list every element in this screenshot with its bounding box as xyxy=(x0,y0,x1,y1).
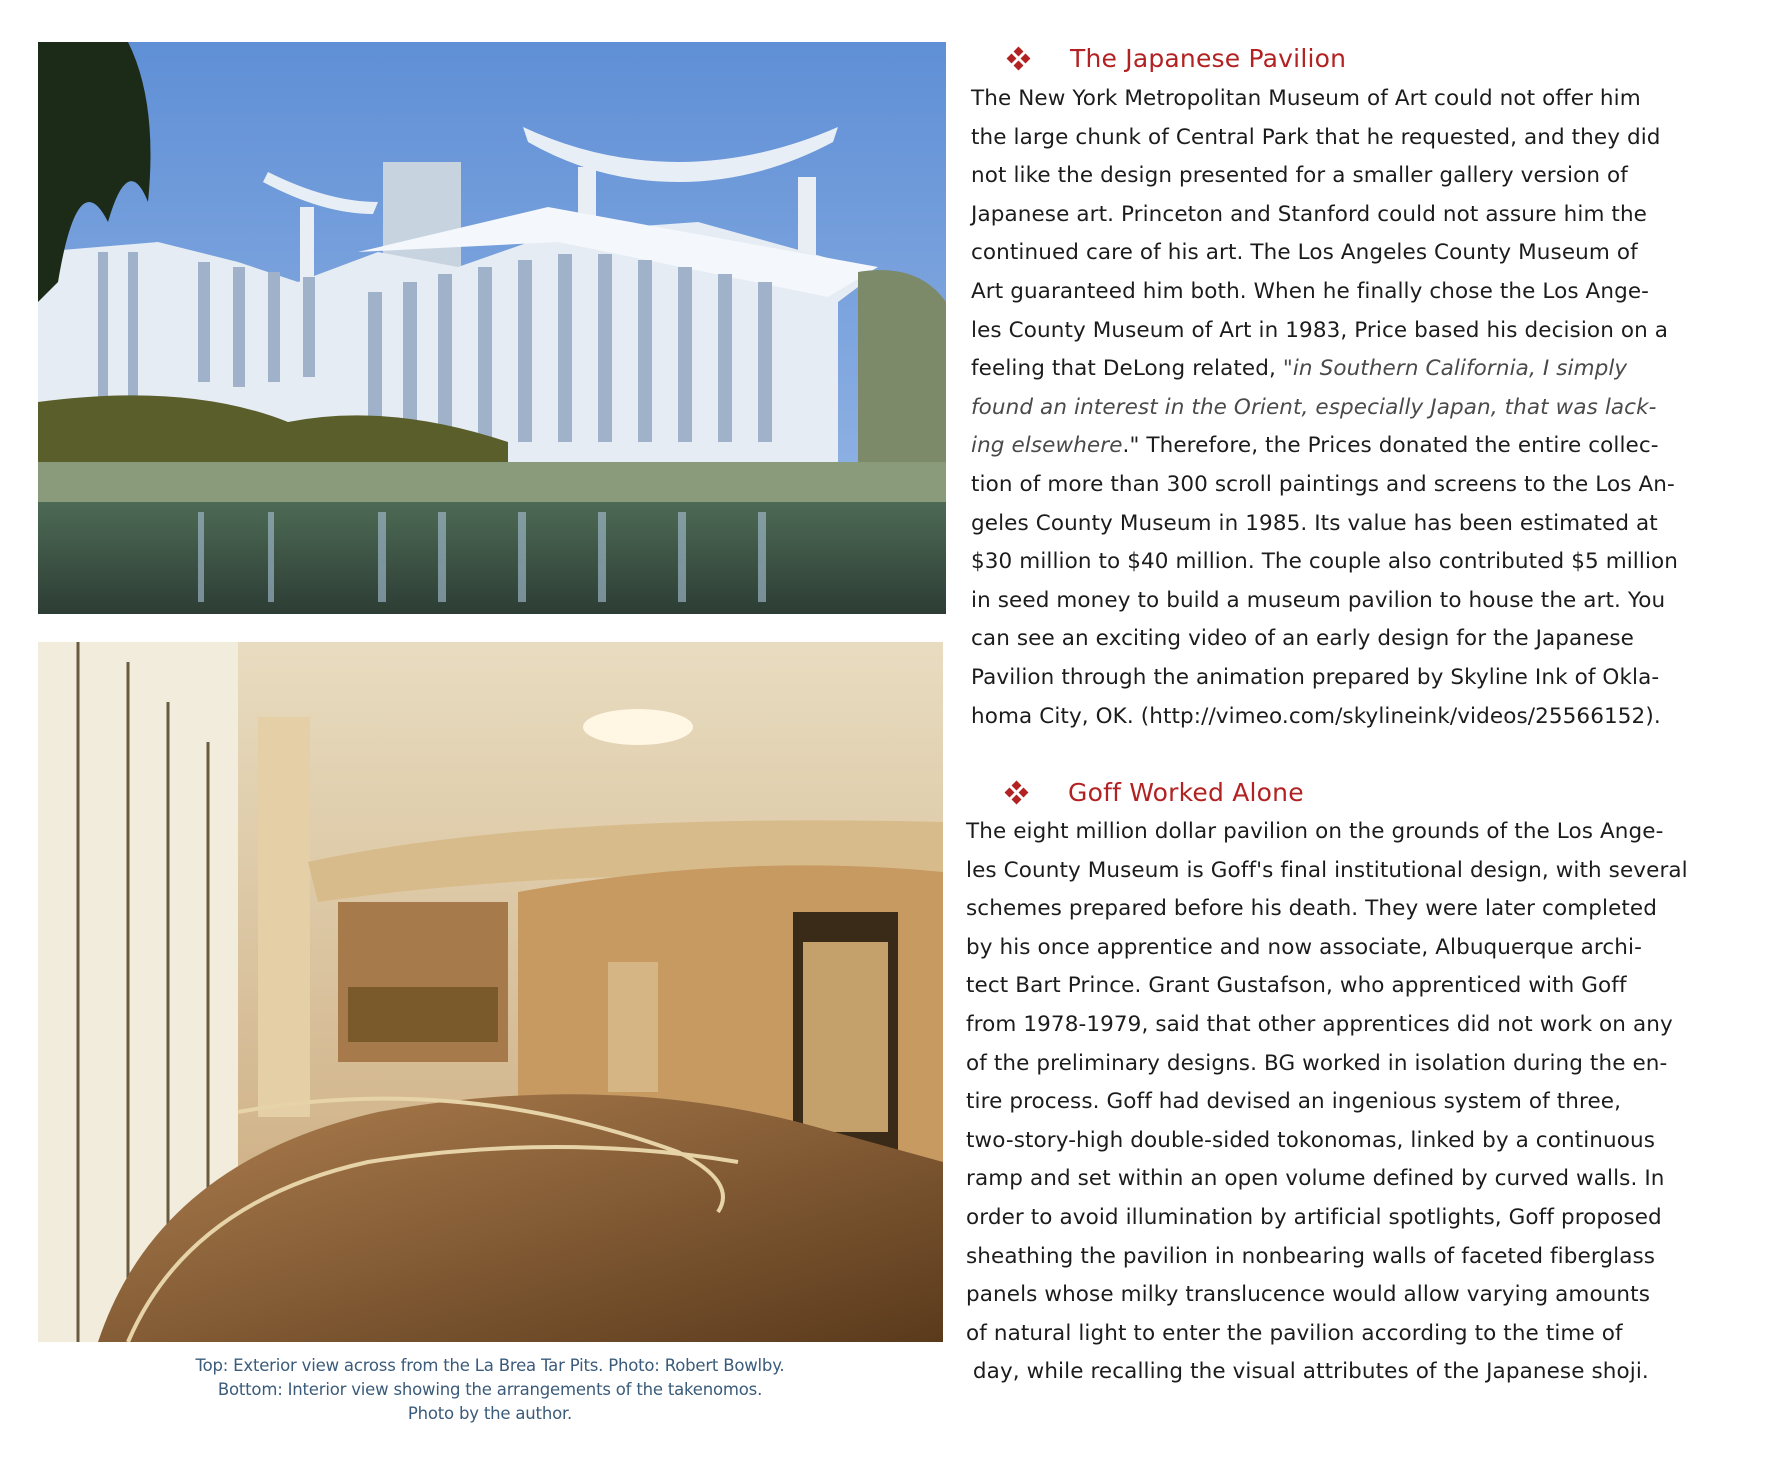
body-line: tion of more than 300 scroll paintings and screens to the Los An- xyxy=(971,471,1675,497)
section-title: The Japanese Pavilion xyxy=(1070,44,1347,73)
body-line: by his once apprentice and now associate, Albuquerque archi- xyxy=(966,934,1642,960)
caption-line-3: Photo by the author. xyxy=(407,1404,573,1423)
section-heading-japanese-pavilion xyxy=(1006,44,1346,73)
body-line: panels whose milky translucence would allow varying amounts xyxy=(966,1282,1650,1308)
body-line: ramp and set within an open volume defined by curved walls. In xyxy=(966,1166,1665,1192)
body-line: sheathing the pavilion in nonbearing walls of faceted fiberglass xyxy=(966,1243,1656,1269)
photo-caption xyxy=(60,1354,920,1426)
body-line: The eight million dollar pavilion on the grounds of the Los Ange- xyxy=(966,819,1664,844)
body-line: in seed money to build a museum pavilion to house the art. You xyxy=(971,587,1666,613)
body-line-with-url: homa City, OK. (http://vimeo.com/skylineink/videos/25566152). xyxy=(971,703,1661,729)
exterior-photo xyxy=(38,42,946,614)
delong-quote: "in Southern California, I simply xyxy=(1282,356,1628,382)
body-line: can see an exciting video of an early design for the Japanese xyxy=(971,626,1635,652)
diamond-bullet-icon xyxy=(1004,781,1030,805)
body-line: les County Museum of Art in 1983, Price based his decision on a xyxy=(971,317,1669,343)
body-line: tect Bart Prince. Grant Gustafson, who apprenticed with Goff xyxy=(966,973,1627,999)
body-line: day, while recalling the visual attributes of the Japanese shoji. xyxy=(966,1359,1649,1385)
body-line: $30 million to $40 million. The couple also contributed $5 million xyxy=(971,549,1679,575)
section-heading-goff-worked-alone xyxy=(1004,778,1304,807)
delong-quote-line: found an interest in the Orient, especially Japan, that was lack- xyxy=(971,394,1657,420)
body-text-run: feeling that DeLong related, xyxy=(971,356,1283,382)
body-line: not like the design presented for a smaller gallery version of xyxy=(971,163,1628,189)
body-line: continued care of his art. The Los Angeles County Museum of xyxy=(971,240,1638,266)
exterior-photo-illustration xyxy=(38,42,946,614)
body-line: Art guaranteed him both. When he finally chose the Los Ange- xyxy=(971,278,1650,304)
interior-photo xyxy=(38,642,943,1342)
body-line: geles County Museum in 1985. Its value has been estimated at xyxy=(971,510,1658,536)
body-line xyxy=(971,427,1678,466)
interior-photo-illustration xyxy=(38,642,943,1342)
body-line: Pavilion through the animation prepared by Skyline Ink of Okla- xyxy=(971,664,1660,690)
body-line: of natural light to enter the pavilion according to the time of xyxy=(966,1320,1623,1346)
section-body-japanese-pavilion xyxy=(971,80,1678,736)
body-line: of the preliminary designs. BG worked in isolation during the en- xyxy=(966,1050,1668,1076)
body-line: schemes prepared before his death. They were later completed xyxy=(966,896,1657,922)
body-line: Japanese art. Princeton and Stanford could not assure him the xyxy=(971,201,1648,227)
body-line: order to avoid illumination by artificial spotlights, Goff proposed xyxy=(966,1204,1662,1230)
diamond-bullet-icon xyxy=(1006,47,1032,71)
body-line: tire process. Goff had devised an ingenious system of three, xyxy=(966,1089,1622,1115)
body-line: two-story-high double-sided tokonomas, linked by a continuous xyxy=(966,1127,1656,1153)
body-line: the large chunk of Central Park that he requested, and they did xyxy=(971,124,1661,150)
body-line: from 1978-1979, said that other apprentices did not work on any xyxy=(966,1011,1673,1037)
caption-line-2: Bottom: Interior view showing the arrangements of the takenomos. xyxy=(217,1380,763,1399)
body-line: les County Museum is Goff's final institutional design, with several xyxy=(966,857,1688,883)
section-title: Goff Worked Alone xyxy=(1068,778,1304,807)
delong-quote: ing elsewhere xyxy=(971,433,1123,459)
body-text-run: ." Therefore, the Prices donated the entire collec- xyxy=(1122,433,1659,459)
section-body-goff-worked-alone xyxy=(966,813,1688,1392)
body-line xyxy=(971,350,1678,389)
caption-line-1: Top: Exterior view across from the La Brea Tar Pits. Photo: Robert Bowlby. xyxy=(195,1356,785,1375)
body-line: The New York Metropolitan Museum of Art could not offer him xyxy=(971,86,1641,111)
